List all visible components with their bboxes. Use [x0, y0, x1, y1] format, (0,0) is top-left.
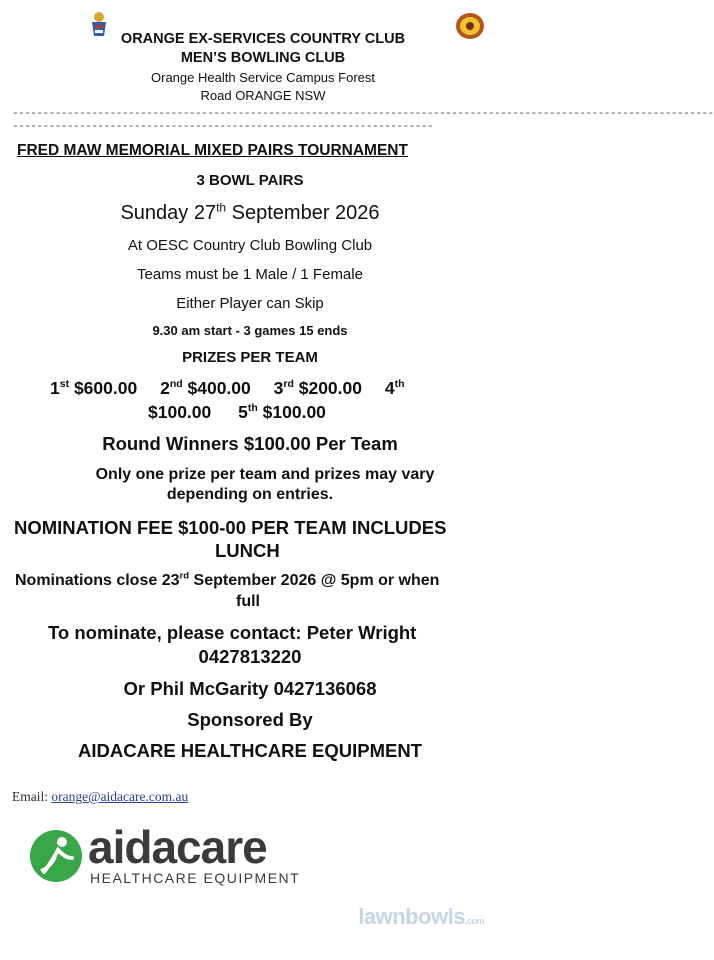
nomination-fee-line1: NOMINATION FEE $100-00 PER TEAM INCLUDES: [14, 517, 447, 538]
event-start: 9.30 am start - 3 games 15 ends: [152, 323, 348, 338]
event-teams: Teams must be 1 Male / 1 Female: [137, 266, 363, 283]
prize-note-line2: depending on entries.: [166, 486, 334, 503]
contact-alternate: Or Phil McGarity 0427136068: [123, 678, 377, 699]
sponsor-email-line: [12, 789, 188, 805]
aidacare-wordmark: aidacare: [88, 821, 267, 873]
aidacare-figure-icon: [28, 828, 84, 884]
event-venue: At OESC Country Club Bowling Club: [127, 237, 373, 254]
email-label: Email:: [12, 789, 52, 804]
nomination-fee-line2: LUNCH: [215, 540, 280, 561]
event-date-suffix: th: [216, 200, 227, 215]
prize-second: 2nd $400.00: [160, 378, 251, 398]
prize-note-line1: Only one prize per team and prizes may vary: [95, 466, 435, 483]
email-link[interactable]: orange@aidacare.com.au: [51, 789, 189, 804]
divider-line-1: -------------------------------------------------------------------------------------------------------------------: [12, 108, 714, 120]
event-format: 3 BOWL PAIRS: [196, 172, 304, 189]
contact-phone: 0427813220: [198, 646, 302, 667]
address-line1: Orange Health Service Campus Forest: [151, 70, 375, 85]
divider-line-2: ---------------------------------------------------------------------: [12, 121, 433, 133]
prize-fourth-ordinal: 4th: [384, 378, 405, 398]
prize-fifth: 5th $100.00: [238, 402, 326, 422]
prizes-heading: PRIZES PER TEAM: [182, 349, 318, 366]
nominations-close-line1: Nominations close 23rd September 2026 @ 5pm or when: [15, 570, 440, 589]
contact-line1: To nominate, please contact: Peter Wright: [48, 622, 417, 643]
prize-third: 3rd $200.00: [273, 378, 362, 398]
round-winners: Round Winners $100.00 Per Team: [102, 433, 398, 454]
event-title: FRED MAW MEMORIAL MIXED PAIRS TOURNAMENT: [17, 142, 408, 159]
nominations-close-line2: full: [236, 593, 260, 610]
club-name-line2: MEN’S BOWLING CLUB: [180, 50, 346, 66]
watermark-text: lawnbowls: [358, 904, 465, 929]
prize-fourth-value: $100.00: [148, 402, 212, 422]
aidacare-logo: [28, 821, 328, 890]
prize-first: 1st $600.00: [50, 378, 138, 398]
event-date-day: Sunday 27: [120, 202, 217, 224]
watermark-suffix: .com: [464, 916, 484, 926]
aidacare-tagline: HEALTHCARE EQUIPMENT: [90, 870, 301, 886]
club-name-line1: ORANGE EX-SERVICES COUNTRY CLUB: [120, 31, 406, 47]
sponsor-heading: Sponsored By: [187, 709, 313, 730]
lawnbowls-watermark: [358, 904, 484, 930]
prize-row-1: [50, 378, 405, 399]
event-date: [0, 202, 500, 225]
prize-row-2: [148, 402, 326, 423]
sponsor-name: AIDACARE HEALTHCARE EQUIPMENT: [78, 740, 422, 761]
address-line2: Road ORANGE NSW: [200, 88, 326, 103]
event-date-rest: September 2026: [226, 202, 380, 224]
event-skip: Either Player can Skip: [176, 295, 324, 312]
